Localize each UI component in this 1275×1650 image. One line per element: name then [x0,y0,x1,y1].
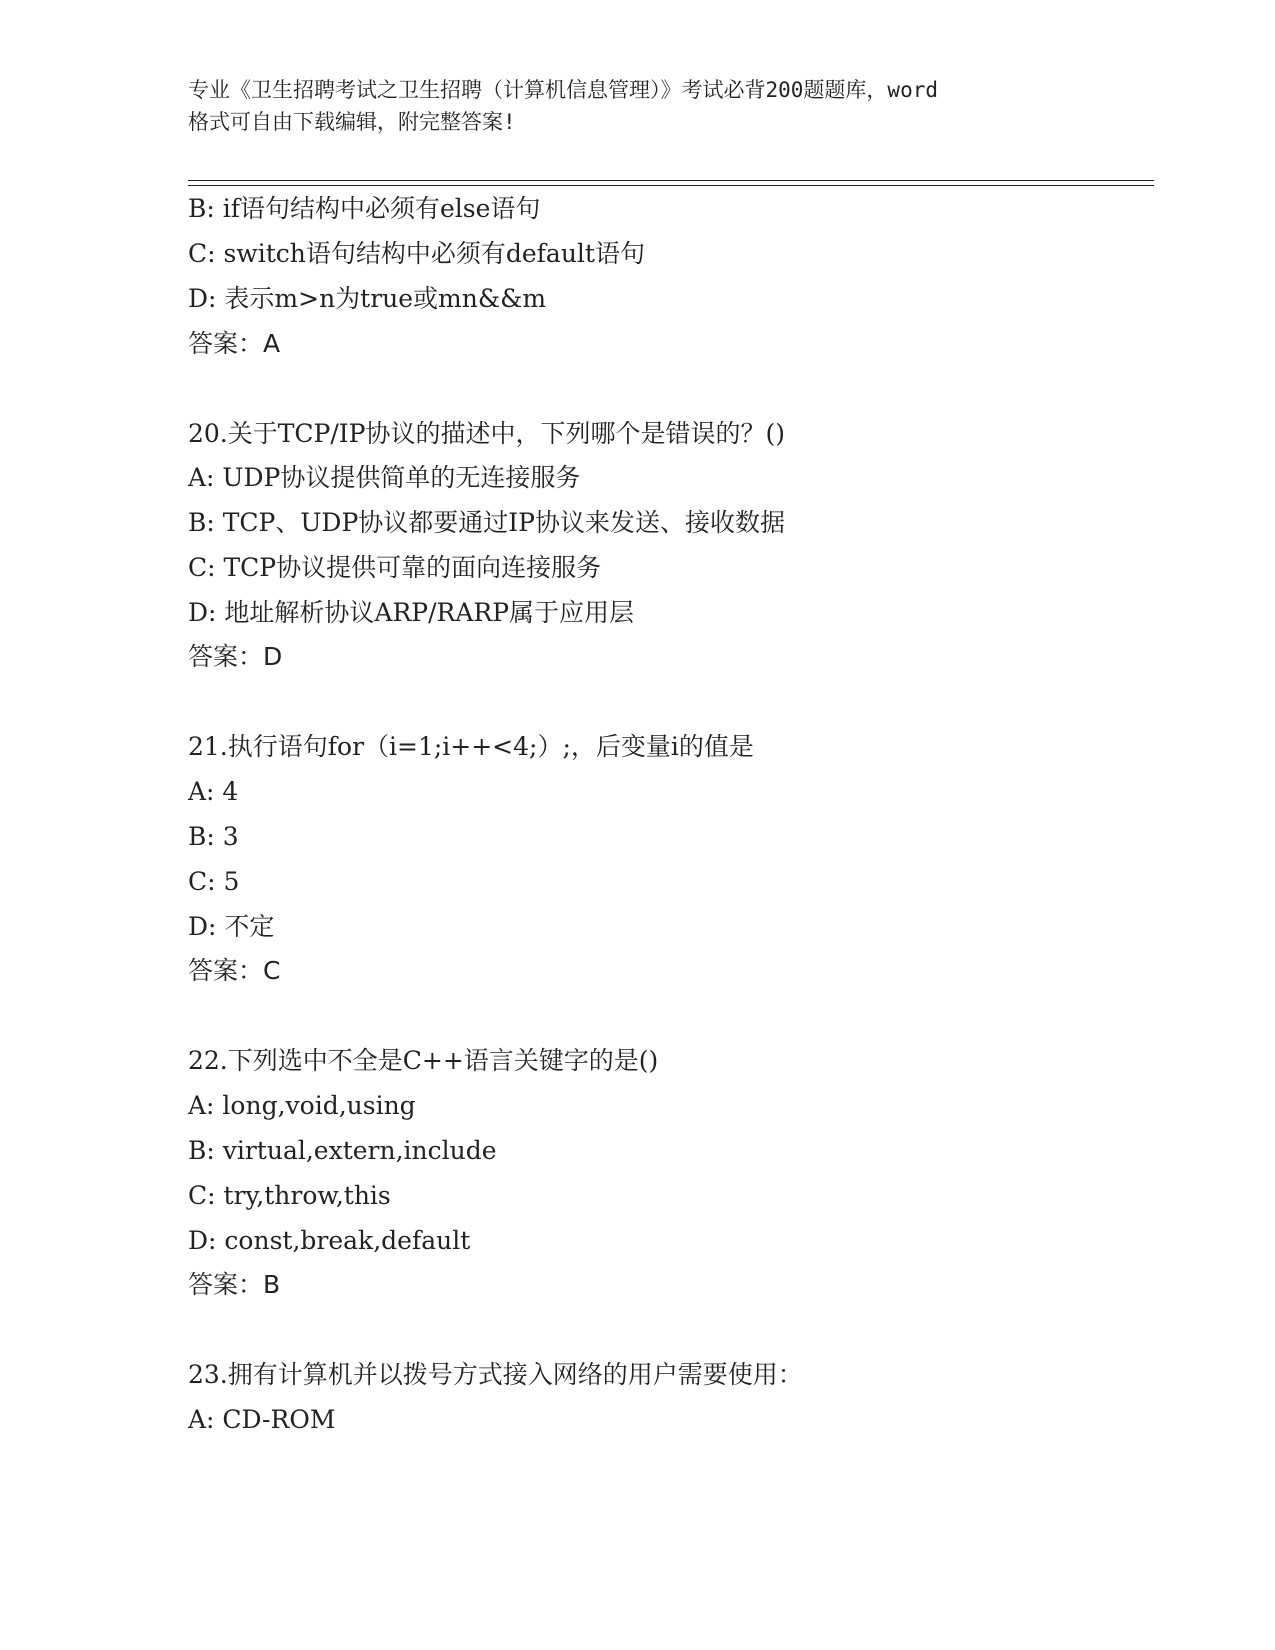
option-b: B: if语句结构中必须有else语句 [188,194,541,223]
option-d: D: 不定 [188,912,275,941]
question-stem-21: 21.执行语句for（i=1;i++<4;）;，后变量i的值是 [188,732,754,761]
answer-label: 答案：C [188,956,281,985]
option-b: B: virtual,extern,include [188,1136,497,1165]
question-stem-20: 20.关于TCP/IP协议的描述中，下列哪个是错误的？() [188,419,786,448]
option-b: B: 3 [188,822,239,851]
answer-label: 答案：A [188,329,281,358]
question-stem-23: 23.拥有计算机并以拨号方式接入网络的用户需要使用： [188,1360,803,1389]
option-b: B: TCP、UDP协议都要通过IP协议来发送、接收数据 [188,508,785,537]
option-a: A: 4 [188,777,239,806]
option-a: A: long,void,using [188,1091,416,1120]
header-divider-top [188,180,1154,181]
header-line-1: 专业《卫生招聘考试之卫生招聘（计算机信息管理）》考试必背200题题库，word [188,78,938,102]
document-header [188,74,1088,138]
option-c: C: TCP协议提供可靠的面向连接服务 [188,553,602,582]
option-d: D: 地址解析协议ARP/RARP属于应用层 [188,598,635,627]
header-line-2: 格式可自由下载编辑，附完整答案! [188,110,516,134]
question-stem-22: 22.下列选中不全是C++语言关键字的是() [188,1046,659,1075]
answer-label: 答案：D [188,642,283,671]
option-a: A: CD-ROM [188,1405,336,1434]
option-c: C: try,throw,this [188,1181,391,1210]
option-c: C: 5 [188,867,240,896]
option-d: D: const,break,default [188,1226,471,1255]
option-d: D: 表示m>n为true或mn&&m [188,284,547,313]
header-divider-bottom [188,185,1154,186]
answer-label: 答案：B [188,1270,281,1299]
option-a: A: UDP协议提供简单的无连接服务 [188,463,581,492]
option-c: C: switch语句结构中必须有default语句 [188,239,645,268]
